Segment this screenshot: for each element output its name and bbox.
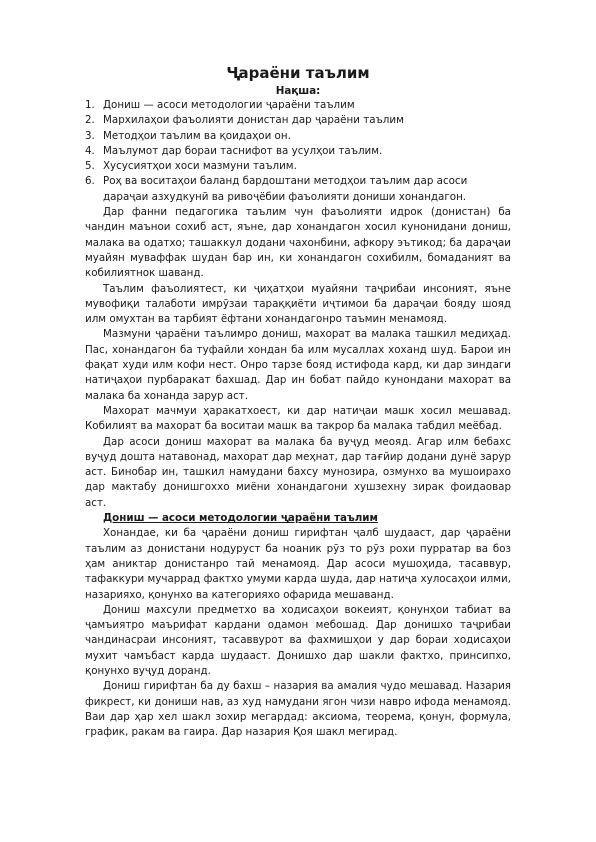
body-paragraph: Дар фанни педагогика таълим чун фаъолияти идрок (донистан) ба чандин маънои сохиб аст, яъне, дар хонандагон хосил кунонидани дониш, малака ва одатхо; ташаккул додани чахонбини, афкору эътикод; ба дараҷаи муайян муваффак шудан бар ин, ки хонандагон сохибилм, бомаданият ва кобилиятнок шаванд. bbox=[85, 206, 511, 280]
page-title: Ҷараёни таълим bbox=[226, 64, 370, 82]
body-paragraph: Дар асоси дониш махорат ва малака ба вуҷуд меояд. Агар илм бебахс вуҷуд дошта натавонад, махорат дар меҳнат, дар тағйир додани дунё зарур аст. Бинобар ин, ташкил намудани бахсу мунозира, озмунхо ва мушоирахо дар мактабу донишгоххо миёни хонандагони хушзехну зирак фоидаовар аст. bbox=[85, 435, 511, 509]
body-paragraph: Дониш гирифтан ба ду бахш – назария ва амалия чудо мешавад. Назария фикрест, ки дониши нав, аз худ намудани ягон чизи навро ифода менамояд. Ваи дар ҳар хел шакл зохир мегардад: аксиома, теорема, қонун, формула, график, ракам ва гаира. Дар назария Қоя шакл мегирад. bbox=[85, 680, 511, 739]
plan-item bbox=[85, 144, 511, 159]
plan-item bbox=[85, 174, 511, 205]
plan-item-number: 1. bbox=[85, 99, 95, 111]
plan-item bbox=[85, 98, 511, 113]
body-paragraph: Махорат мачмуи ҳаракатхоест, ки дар натиҷаи машк хосил мешавад. Кобилият ва махорат ба воситаи машк ва такрор ба малака табдил меёбад. bbox=[85, 404, 511, 433]
document-body bbox=[85, 98, 511, 740]
plan-item bbox=[85, 113, 511, 128]
plan-item-text: Хусусиятҳои хоси мазмуни таълим. bbox=[103, 160, 297, 173]
plan-item-number: 3. bbox=[85, 129, 95, 142]
plan-item-number: 6. bbox=[85, 175, 95, 188]
body-paragraph: Дониш махсули предметхо ва ходисаҳои вокеият, қонунҳои табиат ва ҷамъиятро маърифат кардани одамон мебошад. Дар донишхо таҷрибаи чандинасраи инсоният, тасаввурот ва фахмишҳои у дар бораи ходисаҳои мухит чамъбаст карда шудааст. Донишхо дар шакли фактхо, принсипхо, қонунхо вуҷуд доранд. bbox=[85, 603, 511, 677]
body-paragraph: Мазмуни ҷараёни таълимро дониш, махорат ва малака ташкил медиҳад. Пас, хонандагон ба туфайли хондан ба илм мусаллах хоханд шуд. Барои ин фақат худи илм кофи нест. Онро тарзе бояд истифода кард, ки дар зиндаги натиҷаҳои пурбаракат бахшад. Дар ин бобат пайдо кунондани махорат ва малака ба хонанда зарур аст. bbox=[85, 328, 511, 402]
section-heading: Дониш — асоси методологии ҷараёни таълим bbox=[103, 512, 378, 525]
plan-item bbox=[85, 129, 511, 144]
body-paragraph: Хонандае, ки ба ҷараёни дониш гирифтан ҷалб шудааст, дар ҷараёни таълим аз донистани нодуруст ба ноаник рӯз то рӯз рохи пурратар ва боз ҳам аниктар донистанро тай менамояд. Дар асоси мушоҳида, тасаввур, тафаккури мучаррад фактхо умуми карда шуда, дар натиҷа хулосаҳои илми, назарияхо, қонунхо ва категорияхо офарида мешаванд. bbox=[85, 527, 511, 601]
plan-item-text: Мархилаҳои фаъолияти донистан дар ҷараёни таълим bbox=[103, 114, 404, 127]
plan-item-text: Методҳои таълим ва қоидаҳои он. bbox=[103, 129, 291, 142]
plan-item-text: Маълумот дар бораи таснифот ва усулҳои таълим. bbox=[103, 144, 383, 157]
plan-item bbox=[85, 159, 511, 174]
plan-item-number: 2. bbox=[85, 114, 95, 127]
plan-item-text: Роҳ ва воситаҳои баланд бардоштани методҳои таълим дар асоси дараҷаи азхудкунӣ ва ривоҷёбии фаъолияти дониши хонандагон. bbox=[103, 175, 468, 203]
plan-item-number: 4. bbox=[85, 144, 95, 157]
plan-list bbox=[85, 98, 511, 205]
plan-item-text: Дониш — асоси методологии ҷараёни таълим bbox=[103, 99, 355, 111]
plan-heading: Нақша: bbox=[275, 85, 321, 97]
body-paragraph: Таълим фаъолиятест, ки ҷиҳатҳои муайяни таҷрибаи инсоният, яъне мувофиқи талаботи имрӯзаи тараққиёти иҷтимои ба дараҷаи бояду шояд илм омухтан ва тарбият ёфтани хонандагонро таъмин менамояд. bbox=[85, 282, 511, 326]
plan-item-number: 5. bbox=[85, 160, 95, 173]
